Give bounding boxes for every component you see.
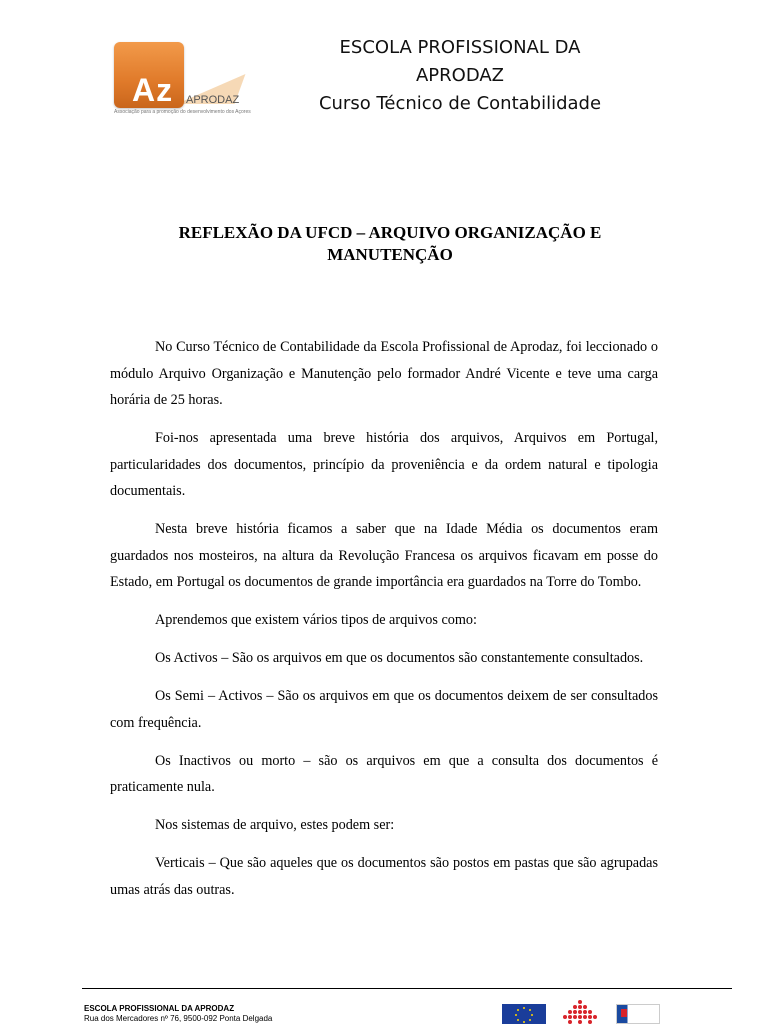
- azores-flag-icon: [616, 1004, 660, 1024]
- paragraph: No Curso Técnico de Contabilidade da Escola Profissional de Aprodaz, foi leccionado o módulo Arquivo Organização e Manutenção pelo formador André Vicente e teve uma carga horária de 25 horas.: [110, 339, 658, 408]
- school-header: [290, 34, 630, 118]
- document-title: [150, 222, 630, 266]
- footer-address: Rua dos Mercadores nº 76, 9500-092 Ponta Delgada: [84, 1014, 273, 1023]
- eu-flag-icon: [502, 1004, 546, 1024]
- paragraph: Nos sistemas de arquivo, estes podem ser:: [155, 817, 395, 833]
- school-name-line2: APRODAZ: [415, 65, 505, 86]
- logo-name: APRODAZ: [186, 94, 240, 106]
- paragraph: Verticais – Que são aqueles que os documentos são postos em pastas que são agrupadas umas atrás das outras.: [110, 855, 658, 898]
- logo-tagline: Associação para a promoção do desenvolvimento dos Açores: [114, 109, 251, 115]
- document-title-line1: REFLEXÃO DA UFCD – ARQUIVO ORGANIZAÇÃO E: [178, 223, 602, 242]
- document-body: [110, 334, 658, 915]
- paragraph: Os Semi – Activos – São os arquivos em que os documentos deixem de ser consultados com frequência.: [110, 688, 658, 731]
- footer-school-name: ESCOLA PROFISSIONAL DA APRODAZ: [84, 1004, 235, 1013]
- course-name: Curso Técnico de Contabilidade: [318, 93, 602, 114]
- logo-letters: Az: [132, 72, 174, 108]
- paragraph: Os Inactivos ou morto – são os arquivos em que a consulta dos documentos é praticamente nula.: [110, 752, 658, 795]
- dots-logo-icon: [563, 1000, 597, 1024]
- paragraph: Nesta breve história ficamos a saber que na Idade Média os documentos eram guardados nos mosteiros, na altura da Revolução Francesa os arquivos ficavam em posse do Estado, em Portugal os documentos de grande importância era guardados na Torre do Tombo.: [110, 521, 658, 590]
- document-title-line2: MANUTENÇÃO: [327, 245, 453, 264]
- footer-divider: [82, 988, 732, 989]
- paragraph: Foi-nos apresentada uma breve história dos arquivos, Arquivos em Portugal, particularidades dos documentos, princípio da proveniência e da ordem natural e tipologia documentais.: [110, 430, 658, 499]
- aprodaz-logo: [112, 42, 272, 120]
- paragraph: Os Activos – São os arquivos em que os documentos são constantemente consultados.: [155, 650, 644, 666]
- school-name-line1: ESCOLA PROFISSIONAL DA: [339, 37, 581, 58]
- paragraph: Aprendemos que existem vários tipos de arquivos como:: [155, 612, 477, 628]
